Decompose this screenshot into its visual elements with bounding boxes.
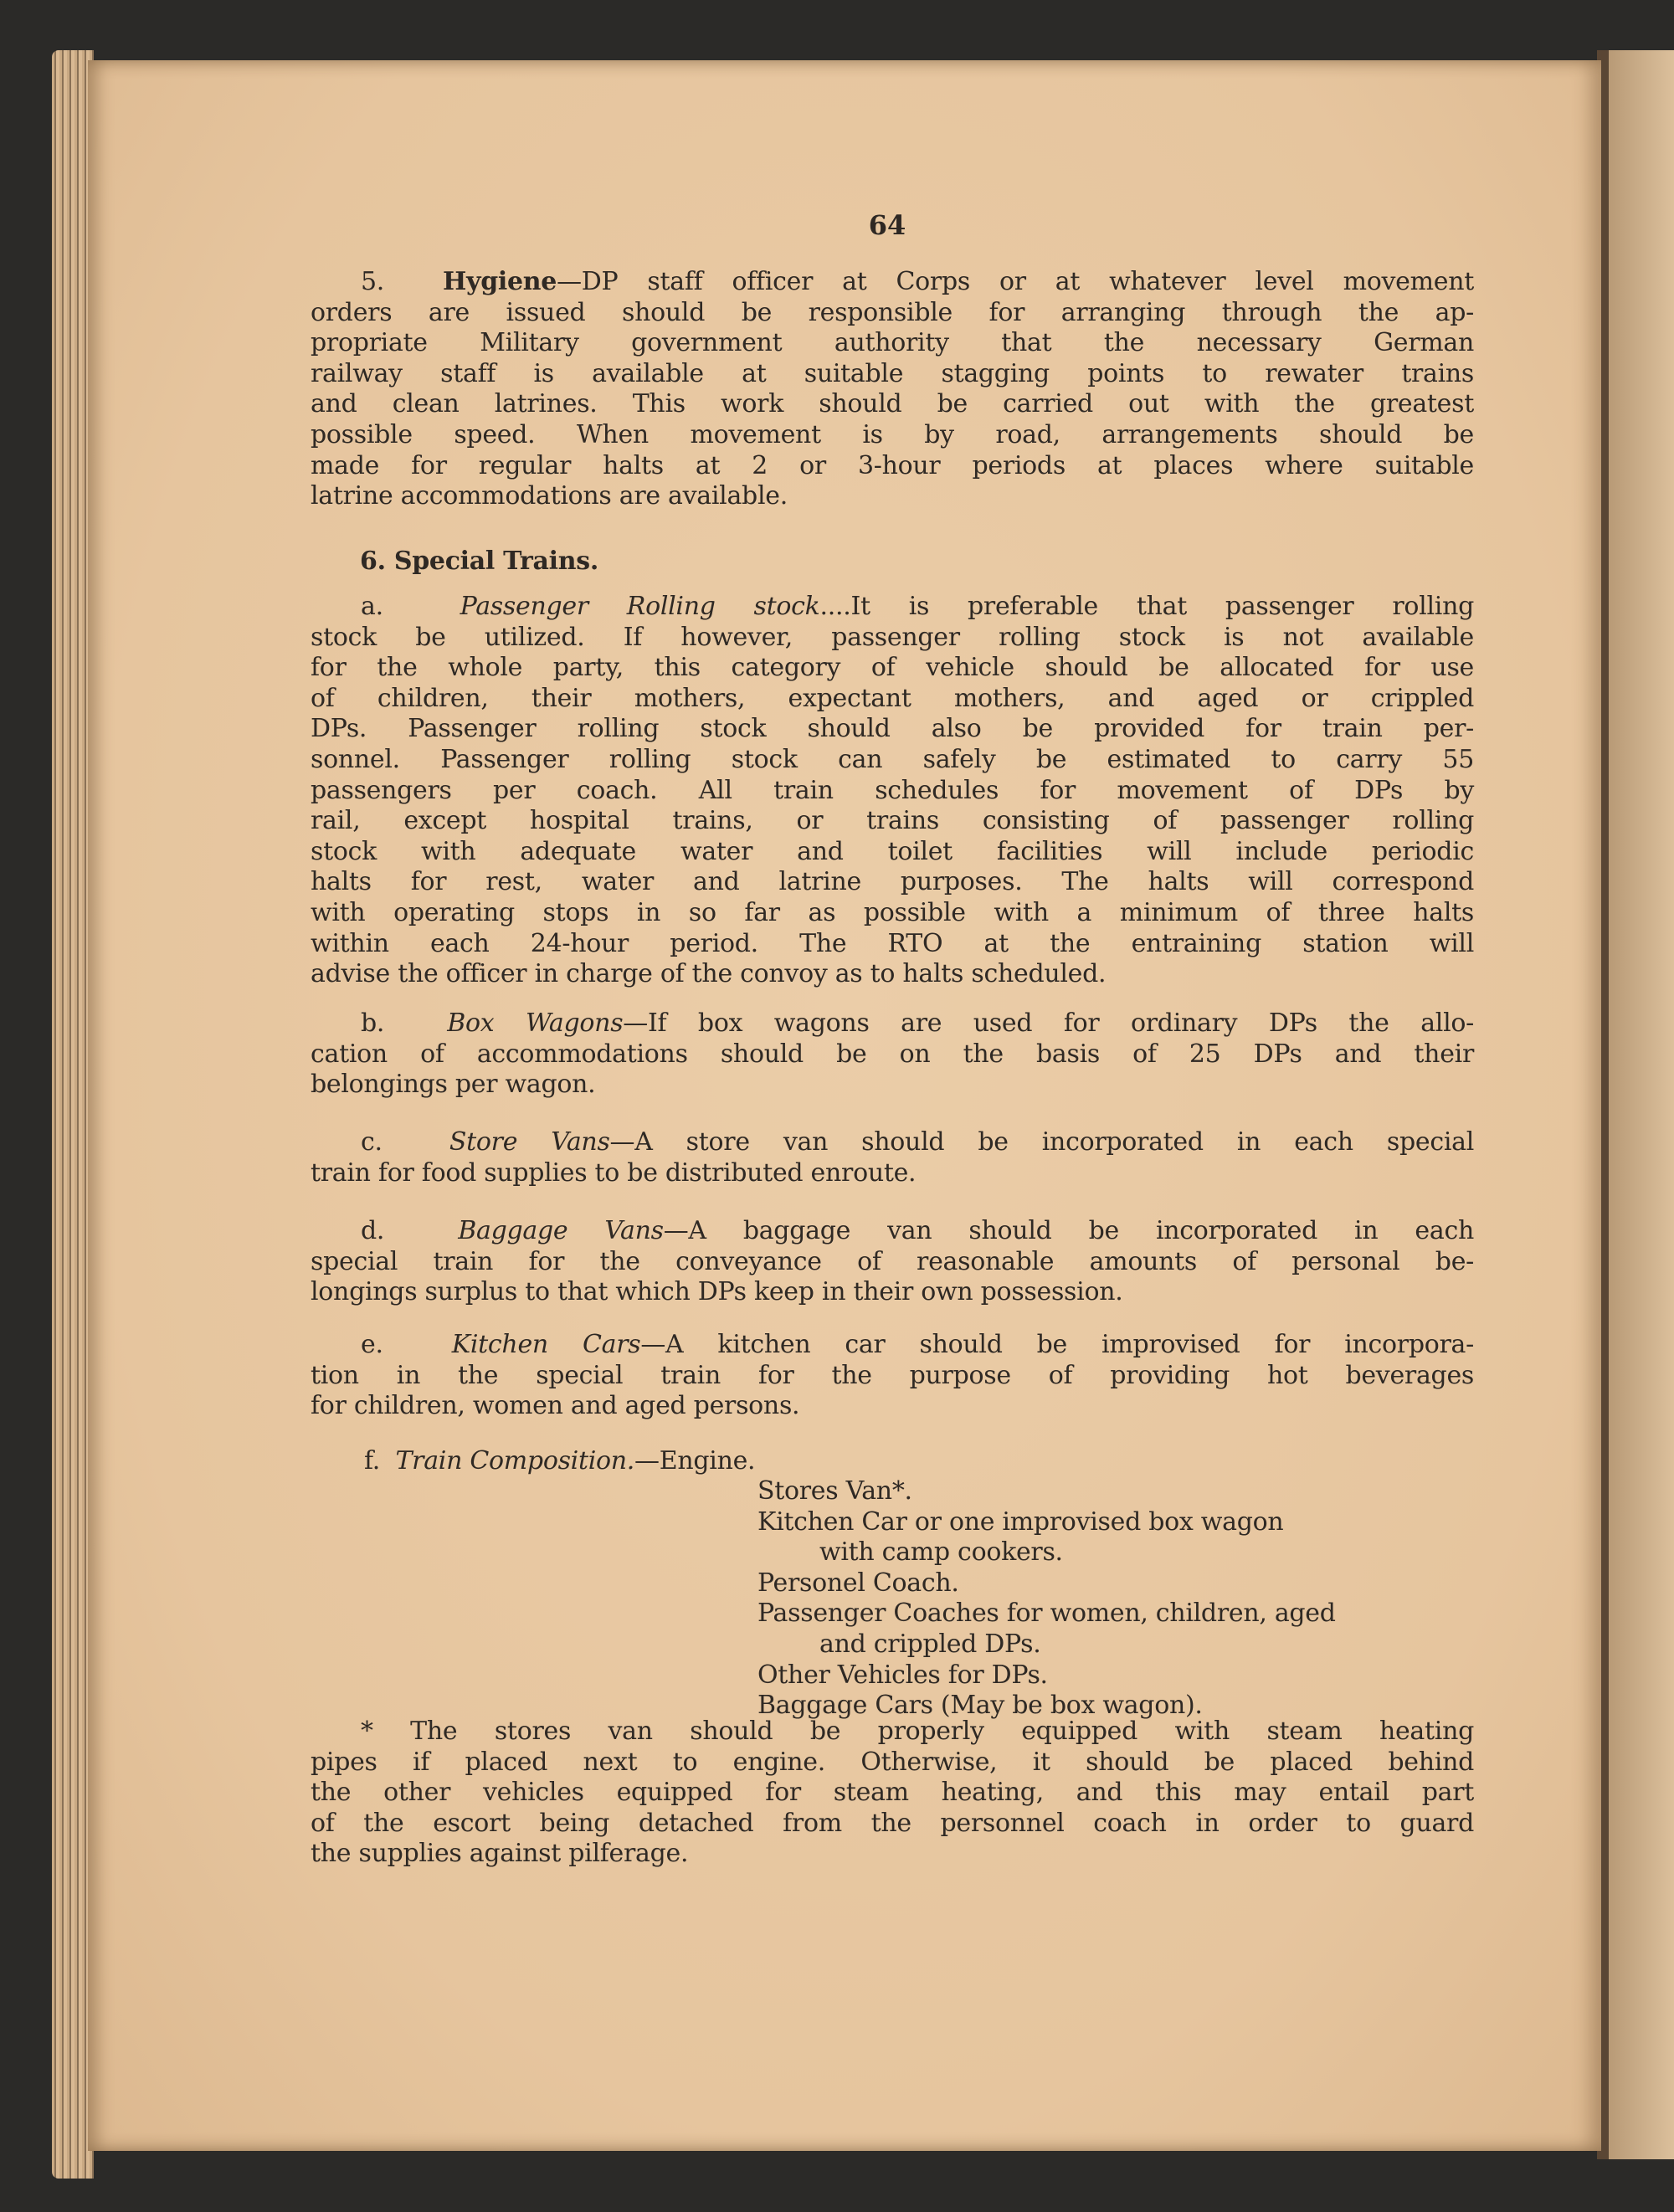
section-title: Passenger Rolling stock xyxy=(460,592,820,621)
text-line: tion in the special train for the purpose of providing hot beverages xyxy=(311,1360,1474,1390)
subsection-e-kitchen-cars xyxy=(311,1330,1474,1422)
line-text: —A kitchen car should be improvised for incorpora- xyxy=(640,1330,1474,1359)
text-line: rail, except hospital trains, or trains consisting of passenger rolling xyxy=(311,806,1474,836)
text-line xyxy=(311,1216,1474,1247)
page-number: 64 xyxy=(868,209,906,241)
text-line: sonnel. Passenger rolling stock can safely be estimated to carry 55 xyxy=(311,744,1474,774)
text-line: the supplies against pilferage. xyxy=(311,1839,689,1869)
subsection-c-store-vans xyxy=(311,1127,1474,1188)
section-label: b. xyxy=(361,1008,385,1038)
text-line: cation of accommodations should be on the basis of 25 DPs and their xyxy=(311,1039,1474,1069)
text-line xyxy=(311,1008,1474,1039)
text-line xyxy=(311,1127,1474,1158)
text-line: orders are issued should be responsible for arranging through the ap- xyxy=(311,297,1474,327)
section-title: Kitchen Cars xyxy=(451,1330,641,1359)
section-label: a. xyxy=(361,592,383,621)
section-label: 5. xyxy=(361,267,385,296)
text-line: stock be utilized. If however, passenger rolling stock is not available xyxy=(311,622,1474,652)
train-composition-list xyxy=(757,1476,1494,1722)
subsection-f-train-composition xyxy=(364,1446,1528,1477)
text-line xyxy=(311,267,1474,298)
text-line: and clean latrines. This work should be carried out with the greatest xyxy=(311,389,1474,419)
composition-item: Stores Van*. xyxy=(757,1476,912,1506)
composition-item: and crippled DPs. xyxy=(819,1629,1041,1659)
subsection-a-passenger-rolling-stock xyxy=(311,592,1474,990)
section-label: c. xyxy=(361,1127,383,1157)
line-text: —DP staff officer at Corps or at whatever level movement xyxy=(557,267,1474,296)
composition-item: Passenger Coaches for women, children, aged xyxy=(757,1599,1336,1629)
composition-item: —Engine. xyxy=(634,1446,756,1476)
text-line: longings surplus to that which DPs keep in their own possession. xyxy=(311,1277,1123,1307)
subsection-label: f. xyxy=(364,1446,380,1476)
section-title: Baggage Vans xyxy=(458,1216,664,1245)
text-line: within each 24-hour period. The RTO at the entraining station will xyxy=(311,928,1474,958)
line-text: —A store van should be incorporated in each special xyxy=(609,1127,1474,1157)
text-line: for children, women and aged persons. xyxy=(311,1391,800,1421)
subsection-d-baggage-vans xyxy=(311,1216,1474,1308)
footnote xyxy=(311,1717,1474,1870)
text-line: for the whole party, this category of vehicle should be allocated for use xyxy=(311,653,1474,683)
text-line: * The stores van should be properly equipped with steam heating xyxy=(361,1717,1474,1746)
composition-item: Kitchen Car or one improvised box wagon xyxy=(757,1506,1284,1537)
subsection-b-box-wagons xyxy=(311,1008,1474,1101)
section-5-hygiene xyxy=(311,267,1474,512)
text-line: with operating stops in so far as possible with a minimum of three halts xyxy=(311,897,1474,927)
text-line: belongings per wagon. xyxy=(311,1070,596,1100)
composition-item: Baggage Cars (May be box wagon). xyxy=(757,1691,1203,1721)
composition-item: with camp cookers. xyxy=(819,1537,1063,1568)
text-line: halts for rest, water and latrine purposes. The halts will correspond xyxy=(311,867,1474,897)
text-line: DPs. Passenger rolling stock should also be provided for train per- xyxy=(311,714,1474,744)
section-title: Store Vans xyxy=(449,1127,610,1157)
facing-page-edge xyxy=(1609,50,1674,2159)
text-line: advise the officer in charge of the convoy as to halts scheduled. xyxy=(311,959,1107,989)
section-6-heading: 6. Special Trains. xyxy=(360,547,598,576)
text-line: stock with adequate water and toilet facilities will include periodic xyxy=(311,836,1474,866)
section-label: e. xyxy=(361,1330,383,1359)
text-line: latrine accommodations are available. xyxy=(311,481,788,511)
line-text: ....It is preferable that passenger rolling xyxy=(819,592,1474,621)
text-line: made for regular halts at 2 or 3-hour periods at places where suitable xyxy=(311,450,1474,480)
text-line: special train for the conveyance of reasonable amounts of personal be- xyxy=(311,1246,1474,1276)
text-line: possible speed. When movement is by road, arrangements should be xyxy=(311,419,1474,449)
text-line: the other vehicles equipped for steam heating, and this may entail part xyxy=(311,1778,1474,1808)
text-line: propriate Military government authority that the necessary German xyxy=(311,328,1474,358)
section-title: Box Wagons xyxy=(447,1008,624,1038)
text-line: pipes if placed next to engine. Otherwise, it should be placed behind xyxy=(311,1747,1474,1777)
composition-item: Personel Coach. xyxy=(757,1568,959,1598)
text-line xyxy=(311,592,1474,623)
text-line: passengers per coach. All train schedules for movement of DPs by xyxy=(311,775,1474,805)
section-label: d. xyxy=(361,1216,385,1245)
text-line: railway staff is available at suitable stagging points to rewater trains xyxy=(311,358,1474,388)
composition-item: Other Vehicles for DPs. xyxy=(757,1660,1048,1690)
text-line: of children, their mothers, expectant mothers, and aged or crippled xyxy=(311,683,1474,713)
line-text: —A baggage van should be incorporated in each xyxy=(663,1216,1474,1245)
text-line: train for food supplies to be distributed enroute. xyxy=(311,1157,917,1188)
section-title: Hygiene xyxy=(443,267,557,296)
subsection-title: Train Composition. xyxy=(395,1446,635,1476)
text-line xyxy=(311,1330,1474,1361)
text-line: of the escort being detached from the personnel coach in order to guard xyxy=(311,1808,1474,1838)
line-text: —If box wagons are used for ordinary DPs the allo- xyxy=(623,1008,1474,1038)
